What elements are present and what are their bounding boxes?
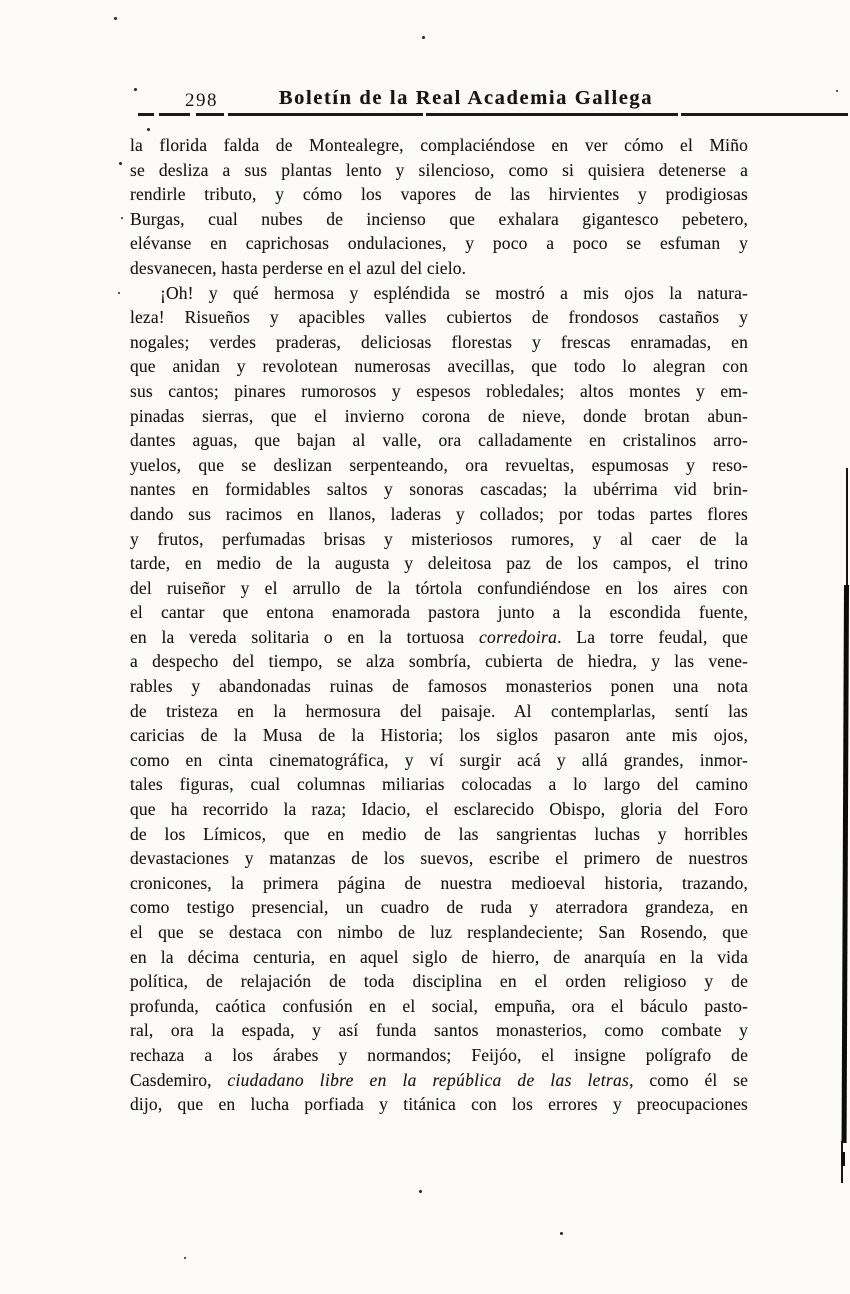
text-segment: ¡Oh! y qué hermosa y espléndida se mostró a mis ojos la natura- xyxy=(160,282,748,303)
text-line xyxy=(130,404,748,429)
text-segment: rendirle tributo, y cómo los vapores de las hirvientes y prodigiosas xyxy=(130,184,748,205)
text-line xyxy=(130,822,748,847)
text-segment: de tristeza en la hermosura del paisaje. Al contemplarlas, sentí las xyxy=(130,700,748,721)
text-line xyxy=(130,969,748,994)
text-line xyxy=(130,453,748,478)
body-text xyxy=(130,133,748,1117)
text-segment: tales figuras, cual columnas miliarias colocadas a lo largo del camino xyxy=(130,774,748,795)
text-segment: tarde, en medio de la augusta y deleitosa paz de los campos, el trino xyxy=(130,553,748,574)
text-segment: elévanse en caprichosas ondulaciones, y poco a poco se esfuman y xyxy=(130,233,748,254)
text-line xyxy=(130,748,748,773)
text-line xyxy=(130,527,748,552)
scan-speck xyxy=(119,162,122,165)
text-line xyxy=(130,305,748,330)
text-line xyxy=(130,207,748,232)
italic-phrase: ciudadano libre en la república de las letras xyxy=(227,1069,630,1090)
text-segment: en la vereda solitaria o en la tortuosa xyxy=(130,626,479,647)
header-rule xyxy=(138,113,848,116)
text-line xyxy=(130,182,748,207)
text-line xyxy=(130,699,748,724)
text-segment: dantes aguas, que bajan al valle, ora calladamente en cristalinos arro- xyxy=(130,430,748,451)
text-segment: nantes en formidables saltos y sonoras cascadas; la ubérrima vid brin- xyxy=(130,479,748,500)
text-segment: del ruiseñor y el arrullo de la tórtola confundiéndose en los aires con xyxy=(130,577,748,598)
header-title: Boletín de la Real Academia Gallega xyxy=(278,87,654,109)
scan-speck xyxy=(147,128,150,131)
scan-speck xyxy=(419,1190,422,1193)
text-segment: en la décima centuria, en aquel siglo de hierro, de anarquía en la vida xyxy=(130,946,748,967)
page-number: 298 xyxy=(185,90,218,111)
scan-speck xyxy=(184,1257,186,1259)
text-line xyxy=(130,231,748,256)
text-line xyxy=(130,502,748,527)
scan-speck xyxy=(118,292,120,294)
text-segment: nogales; verdes praderas, deliciosas florestas y frescas enramadas, en xyxy=(130,331,748,352)
text-segment: política, de relajación de toda disciplina en el orden religioso y de xyxy=(130,971,748,992)
scan-speck xyxy=(836,90,838,92)
text-line xyxy=(130,600,748,625)
text-line xyxy=(130,551,748,576)
text-segment: que anidan y revolotean numerosas avecillas, que todo lo alegran con xyxy=(130,356,748,377)
text-segment: , como él se xyxy=(629,1069,748,1090)
text-segment: sus cantos; pinares rumorosos y espesos robledales; altos montes y em- xyxy=(130,380,748,401)
page-header xyxy=(130,86,748,114)
text-segment: dando sus racimos en llanos, laderas y collados; por todas partes flores xyxy=(130,503,748,524)
text-line xyxy=(130,330,748,355)
text-line xyxy=(130,674,748,699)
text-line xyxy=(130,871,748,896)
text-segment: la florida falda de Montealegre, complaciéndose en ver cómo el Miño xyxy=(130,135,748,155)
text-segment: se desliza a sus plantas lento y silencioso, como si quisiera detenerse a xyxy=(130,159,748,180)
scan-speck xyxy=(422,36,425,39)
text-segment: dijo, que en lucha porfiada y titánica con los errores y preocupaciones xyxy=(130,1094,748,1115)
text-line xyxy=(130,625,748,650)
text-line xyxy=(130,379,748,404)
text-segment: de los Límicos, que en medio de las sangrientas luchas y horribles xyxy=(130,823,748,844)
text-line xyxy=(130,994,748,1019)
text-segment: cronicones, la primera página de nuestra medioeval historia, trazando, xyxy=(130,872,748,893)
text-segment: Burgas, cual nubes de incienso que exhalara gigantesco pebetero, xyxy=(130,208,748,229)
text-segment: pinadas sierras, que el invierno corona de nieve, donde brotan abun- xyxy=(130,405,748,426)
text-line xyxy=(130,797,748,822)
text-segment: yuelos, que se deslizan serpenteando, ora revueltas, espumosas y reso- xyxy=(130,454,748,475)
italic-phrase: corredoira xyxy=(478,626,558,647)
text-line xyxy=(130,649,748,674)
text-line xyxy=(130,895,748,920)
scan-edge-bar xyxy=(842,585,849,1143)
text-line xyxy=(130,1018,748,1043)
text-segment: el que se destaca con nimbo de luz resplandeciente; San Rosendo, que xyxy=(130,922,748,942)
text-segment: que ha recorrido la raza; Idacio, el esclarecido Obispo, gloria del Foro xyxy=(130,799,748,820)
text-line xyxy=(130,133,748,158)
scan-speck xyxy=(114,17,117,20)
text-segment: el cantar que entona enamorada pastora junto a la escondida fuente, xyxy=(130,602,748,623)
scan-speck xyxy=(560,1232,563,1235)
text-segment: desvanecen, hasta perderse en el azul del cielo. xyxy=(130,257,467,278)
text-segment: . La torre feudal, que xyxy=(557,626,748,647)
scan-speck xyxy=(121,217,123,219)
text-segment: como testigo presencial, un cuadro de ruda y aterradora grandeza, en xyxy=(130,897,748,918)
text-line xyxy=(130,945,748,970)
text-segment: caricias de la Musa de la Historia; los siglos pasaron ante mis ojos, xyxy=(130,725,748,746)
text-segment: a despecho del tiempo, se alza sombría, cubierta de hiedra, y las vene- xyxy=(130,651,748,672)
text-line xyxy=(130,281,748,306)
text-segment: rechaza a los árabes y normandos; Feijóo, el insigne polígrafo de xyxy=(130,1044,748,1065)
text-line xyxy=(130,1043,748,1068)
text-line xyxy=(130,1092,748,1117)
text-segment: Casdemiro, xyxy=(130,1069,228,1090)
scan-edge-line xyxy=(846,468,848,590)
text-segment: ral, ora la espada, y así funda santos monasterios, como combate y xyxy=(130,1020,748,1041)
text-segment: profunda, caótica confusión en el social, empuña, ora el báculo pasto- xyxy=(130,995,748,1016)
text-segment: y frutos, perfumadas brisas y misteriosos rumores, y al caer de la xyxy=(130,528,748,549)
text-line xyxy=(130,428,748,453)
scan-speck xyxy=(134,88,137,91)
text-line xyxy=(130,920,748,945)
text-line xyxy=(130,1068,748,1093)
text-segment: rables y abandonadas ruinas de famosos monasterios ponen una nota xyxy=(130,676,748,697)
text-line xyxy=(130,256,748,281)
text-line xyxy=(130,354,748,379)
text-segment: devastaciones y matanzas de los suevos, escribe el primero de nuestros xyxy=(130,848,748,869)
text-segment: leza! Risueños y apacibles valles cubiertos de frondosos castaños y xyxy=(130,307,748,328)
text-line xyxy=(130,158,748,183)
text-line xyxy=(130,576,748,601)
text-line xyxy=(130,772,748,797)
text-line xyxy=(130,477,748,502)
text-line xyxy=(130,846,748,871)
scan-edge-blob xyxy=(841,1152,845,1166)
text-line xyxy=(130,723,748,748)
text-segment: como en cinta cinematográfica, y ví surgir acá y allá grandes, inmor- xyxy=(130,749,748,770)
